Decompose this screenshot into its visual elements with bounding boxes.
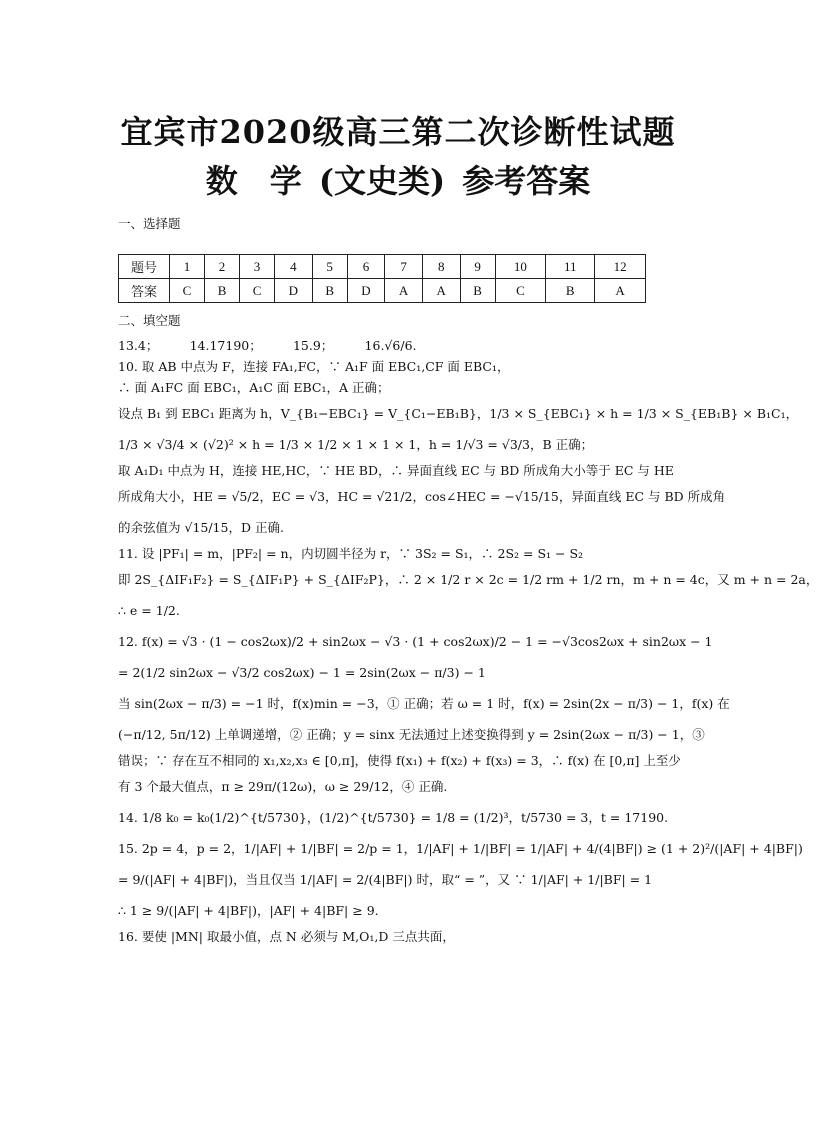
table-cell: D [275,279,313,303]
solution-line: ∴ 1 ≥ 9/(|AF| + 4|BF|)，|AF| + 4|BF| ≥ 9. [118,903,379,918]
answer-key-page [118,100,818,947]
solution-line: 16. 要使 |MN| 取最小值，点 N 必须与 M,O₁,D 三点共面， [118,929,455,944]
table-cell: B [460,279,495,303]
table-cell: A [595,279,646,303]
table-cell: 7 [385,255,423,279]
table-cell: 5 [312,255,347,279]
solution-line: = 9/(|AF| + 4|BF|)，当且仅当 1/|AF| = 2/(4|BF|) 时，取“ = ”，又 ∵ 1/|AF| + 1/|BF| = 1 [118,872,653,887]
table-cell: 3 [240,255,275,279]
table-row-answers [119,279,646,303]
solution-line: 的余弦值为 √15/15，D 正确. [118,520,284,535]
document-subtitle: 数 学 (文史类) 参考答案 [205,162,591,200]
table-cell: A [422,279,460,303]
solution-line: 当 sin(2ωx − π/3) = −1 时，f(x)min = −3，① 正确；若 ω = 1 时，f(x) = 2sin(2x − π/3) − 1，f(x) 在 [118,696,730,711]
table-cell: 11 [546,255,595,279]
solution-line: 10. 取 AB 中点为 F，连接 FA₁,FC，∵ A₁F 面 EBC₁,CF 面 EBC₁， [118,359,510,374]
table-cell: 9 [460,255,495,279]
document-title: 宜宾市2020级高三第二次诊断性试题 [120,113,676,151]
table-row-numbers [119,255,646,279]
solution-line: 所成角大小，HE = √5/2，EC = √3，HC = √21/2，cos∠HEC = −√15/15，异面直线 EC 与 BD 所成角 [118,489,726,504]
table-cell: C [170,279,205,303]
table-cell: A [385,279,423,303]
table-cell: 10 [495,255,546,279]
table-cell: 6 [347,255,385,279]
solution-line: 即 2S_{ΔIF₁F₂} = S_{ΔIF₁P} + S_{ΔIF₂P}，∴ 2 × 1/2 r × 2c = 1/2 rm + 1/2 rn，m + n = 4c，又 m + n = 2a， [118,572,818,587]
table-cell: 2 [205,255,240,279]
table-cell: B [312,279,347,303]
answer-table [118,254,646,303]
solution-line: 11. 设 |PF₁| = m，|PF₂| = n，内切圆半径为 r，∵ 3S₂ = S₁，∴ 2S₂ = S₁ − S₂ [118,546,584,561]
table-cell: D [347,279,385,303]
section-heading-choice: 一、选择题 [118,216,181,231]
solution-line: 15. 2p = 4，p = 2，1/|AF| + 1/|BF| = 2/p = 1，1/|AF| + 1/|BF| = 1/|AF| + 4/(4|BF|) ≥ (1 + 2)²/(|AF| + 4|BF|) [118,841,803,856]
table-cell: 12 [595,255,646,279]
table-cell: C [495,279,546,303]
solution-line: 12. f(x) = √3 · (1 − cos2ωx)/2 + sin2ωx − √3 · (1 + cos2ωx)/2 − 1 = −√3cos2ωx + sin2ωx − 1 [118,634,713,649]
fill-in-answers: 13.4； 14.17190； 15.9； 16.√6/6. [118,338,417,353]
table-cell: B [546,279,595,303]
row-label-answer: 答案 [119,279,170,303]
table-cell: 1 [170,255,205,279]
solution-line: = 2(1/2 sin2ωx − √3/2 cos2ωx) − 1 = 2sin(2ωx − π/3) − 1 [118,665,486,680]
table-cell: 8 [422,255,460,279]
solution-line: 错误；∵ 存在互不相同的 x₁,x₂,x₃ ∈ [0,π]，使得 f(x₁) + f(x₂) + f(x₃) = 3，∴ f(x) 在 [0,π] 上至少 [118,753,681,768]
solution-line: 设点 B₁ 到 EBC₁ 距离为 h，V_{B₁−EBC₁} = V_{C₁−EB₁B}，1/3 × S_{EBC₁} × h = 1/3 × S_{EB₁B} × B₁C₁， [118,406,799,421]
table-cell: B [205,279,240,303]
solution-line: ∴ e = 1/2. [118,603,180,618]
solution-line: 有 3 个最大值点，π ≥ 29π/(12ω)，ω ≥ 29/12，④ 正确. [118,779,448,794]
section-heading-fill: 二、填空题 [118,313,181,328]
solution-line: 14. 1/8 k₀ = k₀(1/2)^{t/5730}，(1/2)^{t/5730} = 1/8 = (1/2)³，t/5730 = 3，t = 17190. [118,810,669,825]
table-cell: C [240,279,275,303]
solution-line: 取 A₁D₁ 中点为 H，连接 HE,HC，∵ HE BD，∴ 异面直线 EC 与 BD 所成角大小等于 EC 与 HE [118,463,674,478]
solution-line: (−π/12, 5π/12) 上单调递增，② 正确；y = sinx 无法通过上述变换得到 y = 2sin(2ωx − π/3) − 1，③ [118,727,705,742]
solution-line: 1/3 × √3/4 × (√2)² × h = 1/3 × 1/2 × 1 × 1 × 1，h = 1/√3 = √3/3，B 正确； [118,437,594,452]
solution-line: ∴ 面 A₁FC 面 EBC₁，A₁C 面 EBC₁，A 正确； [118,380,390,395]
row-label-number: 题号 [119,255,170,279]
table-cell: 4 [275,255,313,279]
